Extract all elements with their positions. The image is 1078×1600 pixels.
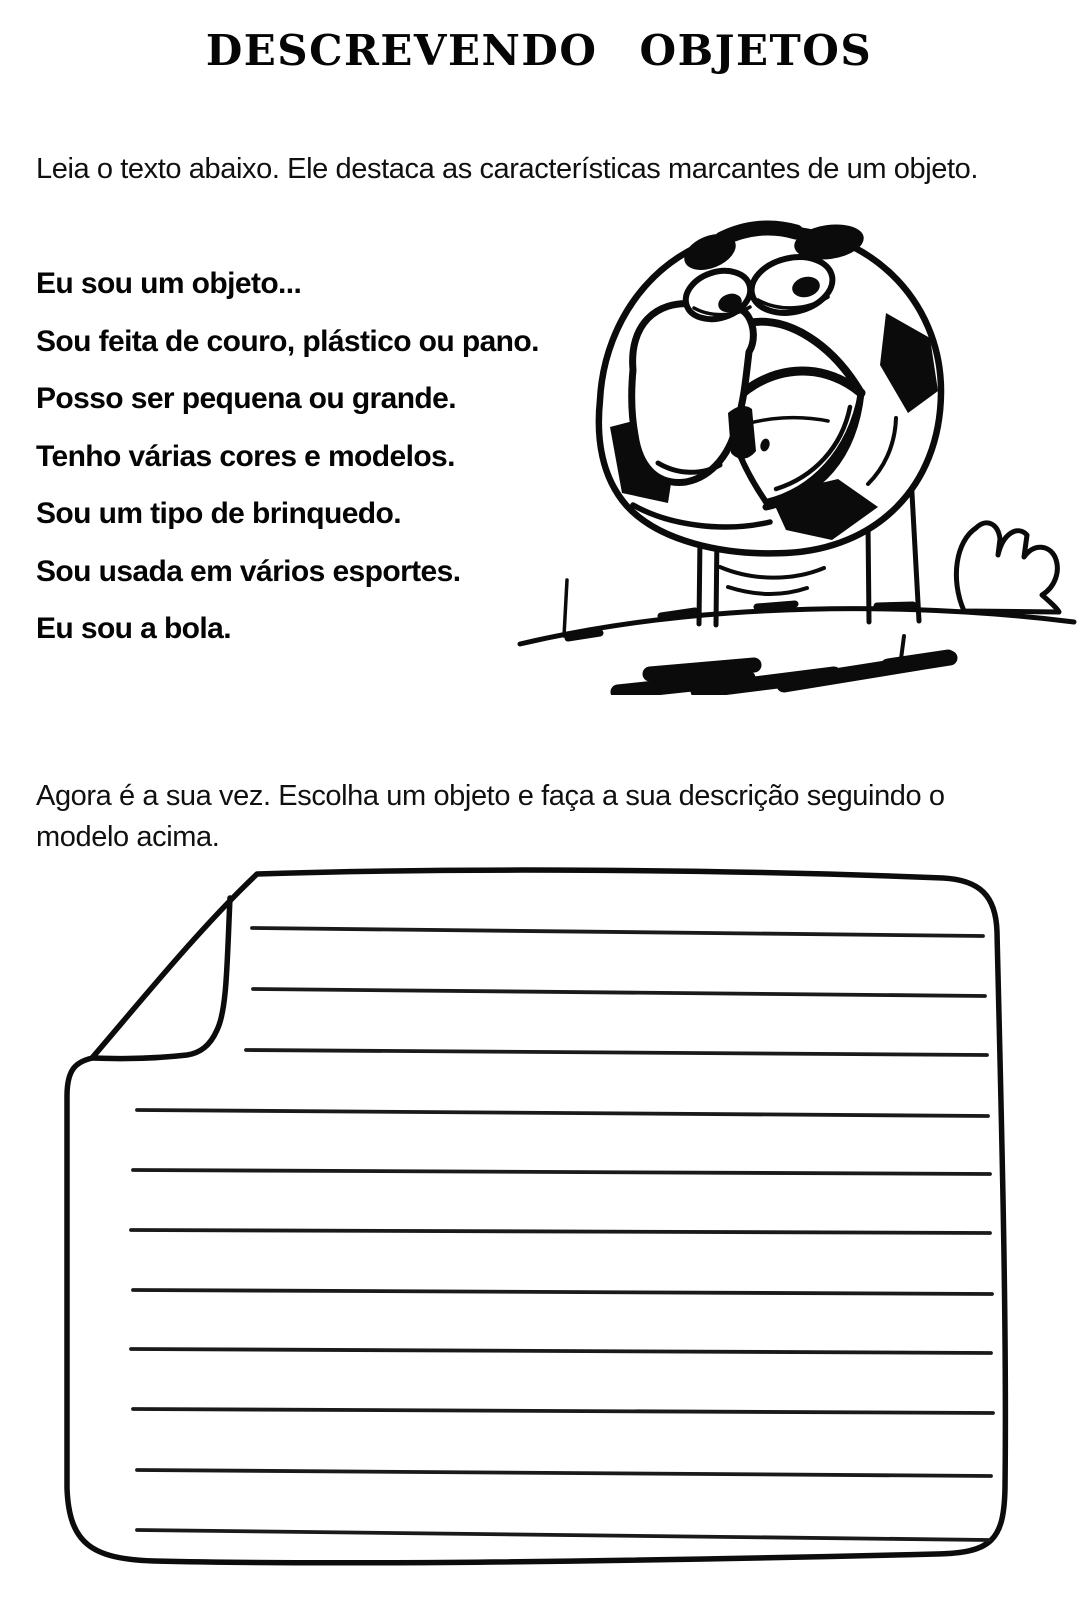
grass-blade bbox=[564, 580, 567, 636]
ground-tick bbox=[901, 636, 904, 659]
intro-text: Leia o texto abaixo. Ele destaca as características marcantes de um objeto. bbox=[36, 153, 979, 185]
model-text-line: Eu sou um objeto... bbox=[36, 267, 302, 300]
task-text-line: Agora é a sua vez. Escolha um objeto e faça a sua descrição seguindo o bbox=[36, 780, 945, 812]
model-text-line: Tenho várias cores e modelos. bbox=[36, 439, 455, 473]
task-text bbox=[36, 776, 1056, 858]
ball-face bbox=[599, 220, 941, 553]
soccer-ball-cartoon-illustration bbox=[498, 195, 1078, 695]
model-text-line: Sou um tipo de brinquedo. bbox=[36, 497, 401, 530]
page-outline bbox=[67, 870, 1005, 1563]
task-text-line: modelo acima. bbox=[36, 821, 220, 853]
model-text-line: Eu sou a bola. bbox=[36, 612, 231, 645]
model-text-line: Sou feita de couro, plástico ou pano. bbox=[36, 324, 539, 358]
grass-tuft bbox=[956, 523, 1059, 612]
model-text-line: Sou usada em vários esportes. bbox=[36, 554, 461, 588]
page-title: DESCREVENDO OBJETOS bbox=[205, 26, 873, 75]
shadow-strokes bbox=[618, 657, 950, 692]
model-text-line: Posso ser pequena ou grande. bbox=[36, 382, 456, 415]
ground-line bbox=[520, 609, 1074, 644]
writing-area bbox=[40, 852, 1040, 1582]
